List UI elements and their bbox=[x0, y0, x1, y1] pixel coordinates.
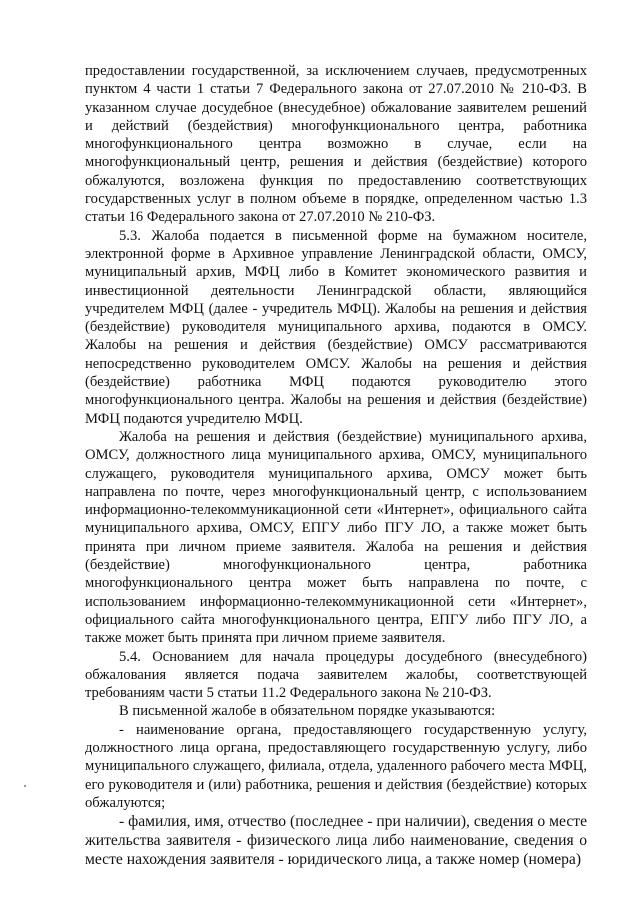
list-item-applicant-name: - фамилия, имя, отчество (последнее - при наличии), сведения о месте жительства заявителя - физического лица либо наименование, сведения о месте нахождения заявителя - юридического лица, а также номер (номера) bbox=[85, 813, 587, 869]
paragraph-required-fields-intro: В письменной жалобе в обязательном порядке указываются: bbox=[119, 703, 496, 720]
paragraph-continuation: предоставлении государственной, за исключением случаев, предусмотренных пунктом 4 части 1 статьи 7 Федерального закона от 27.07.2010 № 210-ФЗ. В указанном случае досудебное (внесудебное) обжалование заявителем решений и действий (бездействия) многофункционального центра, работника многофункционального центра возможно в случае, если на многофункциональный центр, решения и действия (бездействие) которого обжалуются, возложена функция по предоставлению соответствующих государственных услуг в полном объеме в порядке, определенном частью 1.3 статьи 16 Федерального закона от 27.07.2010 № 210-ФЗ. bbox=[85, 63, 587, 226]
list-item-organ-name: - наименование органа, предоставляющего государственную услугу, должностного лица органа, предоставляющего государственную услугу, либо муниципального служащего, филиала, отдела, удаленного рабочего места МФЦ, его руководителя и (или) работника, решения и действия (бездействие) которых обжалуются; bbox=[85, 721, 587, 811]
paragraph-5-4: 5.4. Основанием для начала процедуры досудебного (внесудебного) обжалования является подача заявителем жалобы, соответствующей требованиям части 5 статьи 11.2 Федерального закона № 210-ФЗ. bbox=[85, 648, 587, 702]
paragraph-complaint-channels: Жалоба на решения и действия (бездействие) муниципального архива, ОМСУ, должностного лица муниципального архива, ОМСУ, муниципального служащего, руководителя муниципального архива, ОМСУ может быть направлена по почте, через многофункциональный центр, с использованием информационно-телекоммуникационной сети «Интернет», официального сайта муниципального архива, ОМСУ, ЕПГУ либо ПГУ ЛО, а также может быть принята при личном приеме заявителя. Жалоба на решения и действия (бездействие) многофункционального центра, работника многофункционального центра может быть направлена по почте, с использованием информационно-телекоммуникационной сети «Интернет», официального сайта многофункционального центра, ЕПГУ либо ПГУ ЛО, а также может быть принята при личном приеме заявителя. bbox=[85, 428, 587, 647]
document-page bbox=[85, 62, 587, 869]
scan-speck bbox=[24, 785, 26, 787]
paragraph-5-3: 5.3. Жалоба подается в письменной форме на бумажном носителе, электронной форме в Архивное управление Ленинградской области, ОМСУ, муниципальный архив, МФЦ либо в Комитет экономического развития и инвестиционной деятельности Ленинградской области, являющийся учредителем МФЦ (далее - учредитель МФЦ). Жалобы на решения и действия (бездействие) руководителя муниципального архива, подаются в ОМСУ. Жалобы на решения и действия (бездействие) ОМСУ рассматриваются непосредственно руководителем ОМСУ. Жалобы на решения и действия (бездействие) работника МФЦ подаются руководителю этого многофункционального центра. Жалобы на решения и действия (бездействие) МФЦ подаются учредителю МФЦ. bbox=[85, 227, 587, 427]
